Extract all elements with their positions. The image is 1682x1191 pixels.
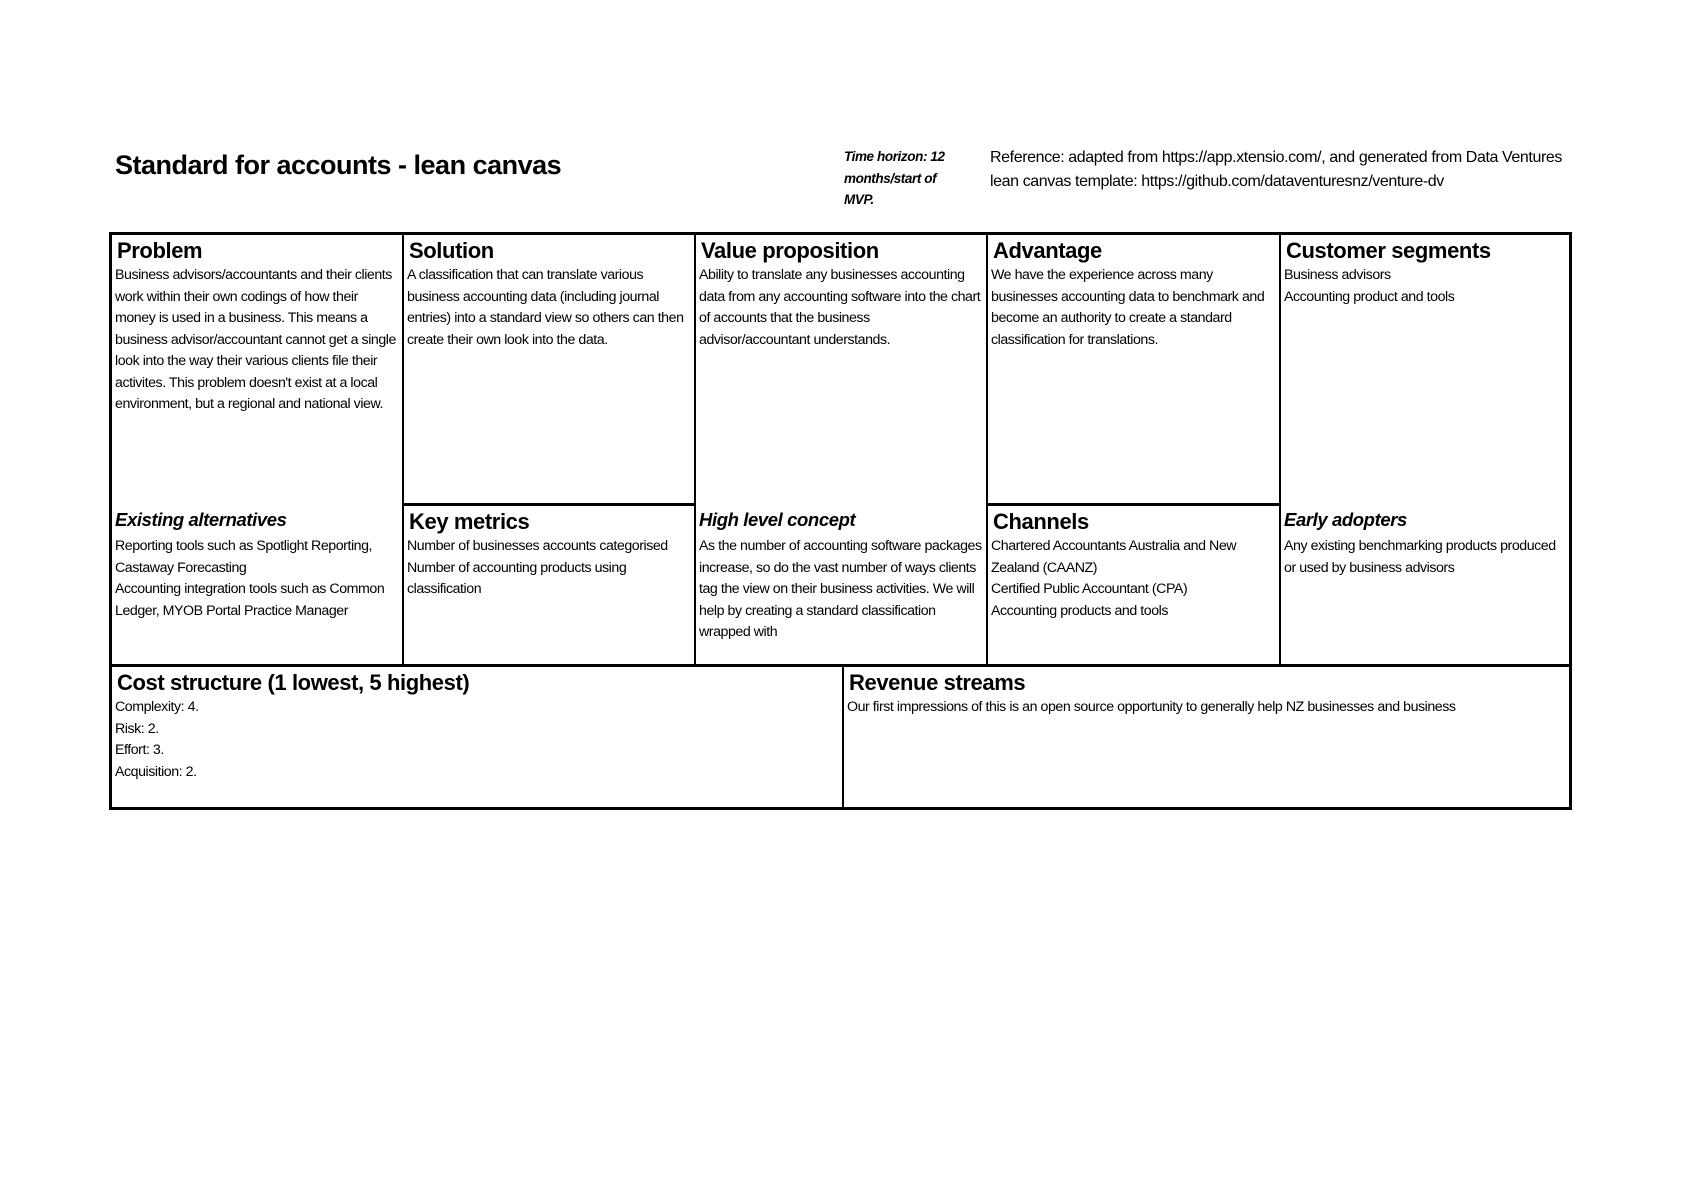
time-horizon: Time horizon: 12 months/start of MVP. (844, 149, 945, 207)
revenue-streams-section (842, 664, 1569, 807)
list-item: Accounting integration tools such as Common Ledger, MYOB Portal Practice Manager (115, 581, 385, 619)
value-proposition-heading: Value proposition (701, 238, 879, 263)
list-item: Effort: 3. (115, 742, 164, 758)
advantage-heading: Advantage (993, 238, 1102, 263)
page-title: Standard for accounts - lean canvas (115, 150, 562, 180)
list-item: Risk: 2. (115, 720, 159, 737)
list-item: Complexity: 4. (115, 699, 199, 715)
revenue-streams-text: Our first impressions of this is an open source opportunity to generally help NZ businesses and business (847, 699, 1456, 715)
cost-structure-section (112, 664, 842, 807)
key-metrics-section (402, 503, 694, 665)
high-level-concept-heading: High level concept (699, 509, 856, 530)
list-item: Reporting tools such as Spotlight Reporting, Castaway Forecasting (115, 538, 373, 576)
lean-canvas (109, 232, 1572, 810)
existing-alternatives-section (112, 504, 402, 664)
problem-text: Business advisors/accountants and their clients work within their own codings of how their money is used in a business. This means a business advisor/accountant cannot get a single look into the way their various clients file their activites. This problem doesn't exist at a local environment, but a regional and national view. (115, 267, 396, 412)
list-item: Number of businesses accounts categorised (407, 538, 668, 554)
list-item: Acquisition: 2. (115, 763, 197, 780)
key-metrics-heading: Key metrics (409, 509, 530, 534)
list-item: Business advisors (1284, 267, 1391, 283)
list-item: Any existing benchmarking products produced or used by business advisors (1284, 538, 1556, 576)
early-adopters-section (1279, 504, 1569, 665)
solution-heading: Solution (409, 238, 494, 263)
solution-text: A classification that can translate various business accounting data (including journal entries) into a standard view so others can then create their own look into the data. (407, 267, 684, 348)
value-proposition-section (694, 235, 986, 505)
list-item: Accounting product and tools (1284, 288, 1455, 305)
solution-section (402, 235, 694, 505)
customer-segments-heading: Customer segments (1286, 238, 1491, 263)
list-item: Number of accounting products using classification (407, 559, 627, 597)
cost-structure-heading: Cost structure (1 lowest, 5 highest) (117, 670, 470, 695)
high-level-concept-text: As the number of accounting software packages increase, so do the vast number of ways clients tag the view on their business activities. We will help by creating a standard classification wrapped with (699, 538, 982, 640)
revenue-streams-heading: Revenue streams (849, 670, 1026, 695)
early-adopters-heading: Early adopters (1284, 509, 1407, 530)
list-item: Accounting products and tools (991, 602, 1169, 619)
list-item: Certified Public Accountant (CPA) (991, 581, 1188, 597)
problem-section (112, 235, 402, 485)
customer-segments-section (1279, 235, 1569, 505)
channels-heading: Channels (993, 509, 1089, 534)
channels-section (986, 503, 1279, 665)
existing-alternatives-heading: Existing alternatives (115, 509, 287, 530)
value-proposition-text: Ability to translate any businesses accounting data from any accounting software into the chart of accounts that the business advisor/accountant understands. (699, 267, 981, 348)
list-item: Chartered Accountants Australia and New Zealand (CAANZ) (991, 538, 1237, 576)
advantage-section (986, 235, 1279, 505)
advantage-text: We have the experience across many businesses accounting data to benchmark and become an authority to create a standard classification for translations. (991, 267, 1265, 348)
high-level-concept-section (694, 504, 986, 665)
reference-note: Reference: adapted from https://app.xtensio.com/, and generated from Data Ventures lean canvas template: https://github.com/dataventuresnz/venture-dv (990, 149, 1562, 190)
problem-heading: Problem (117, 238, 203, 263)
